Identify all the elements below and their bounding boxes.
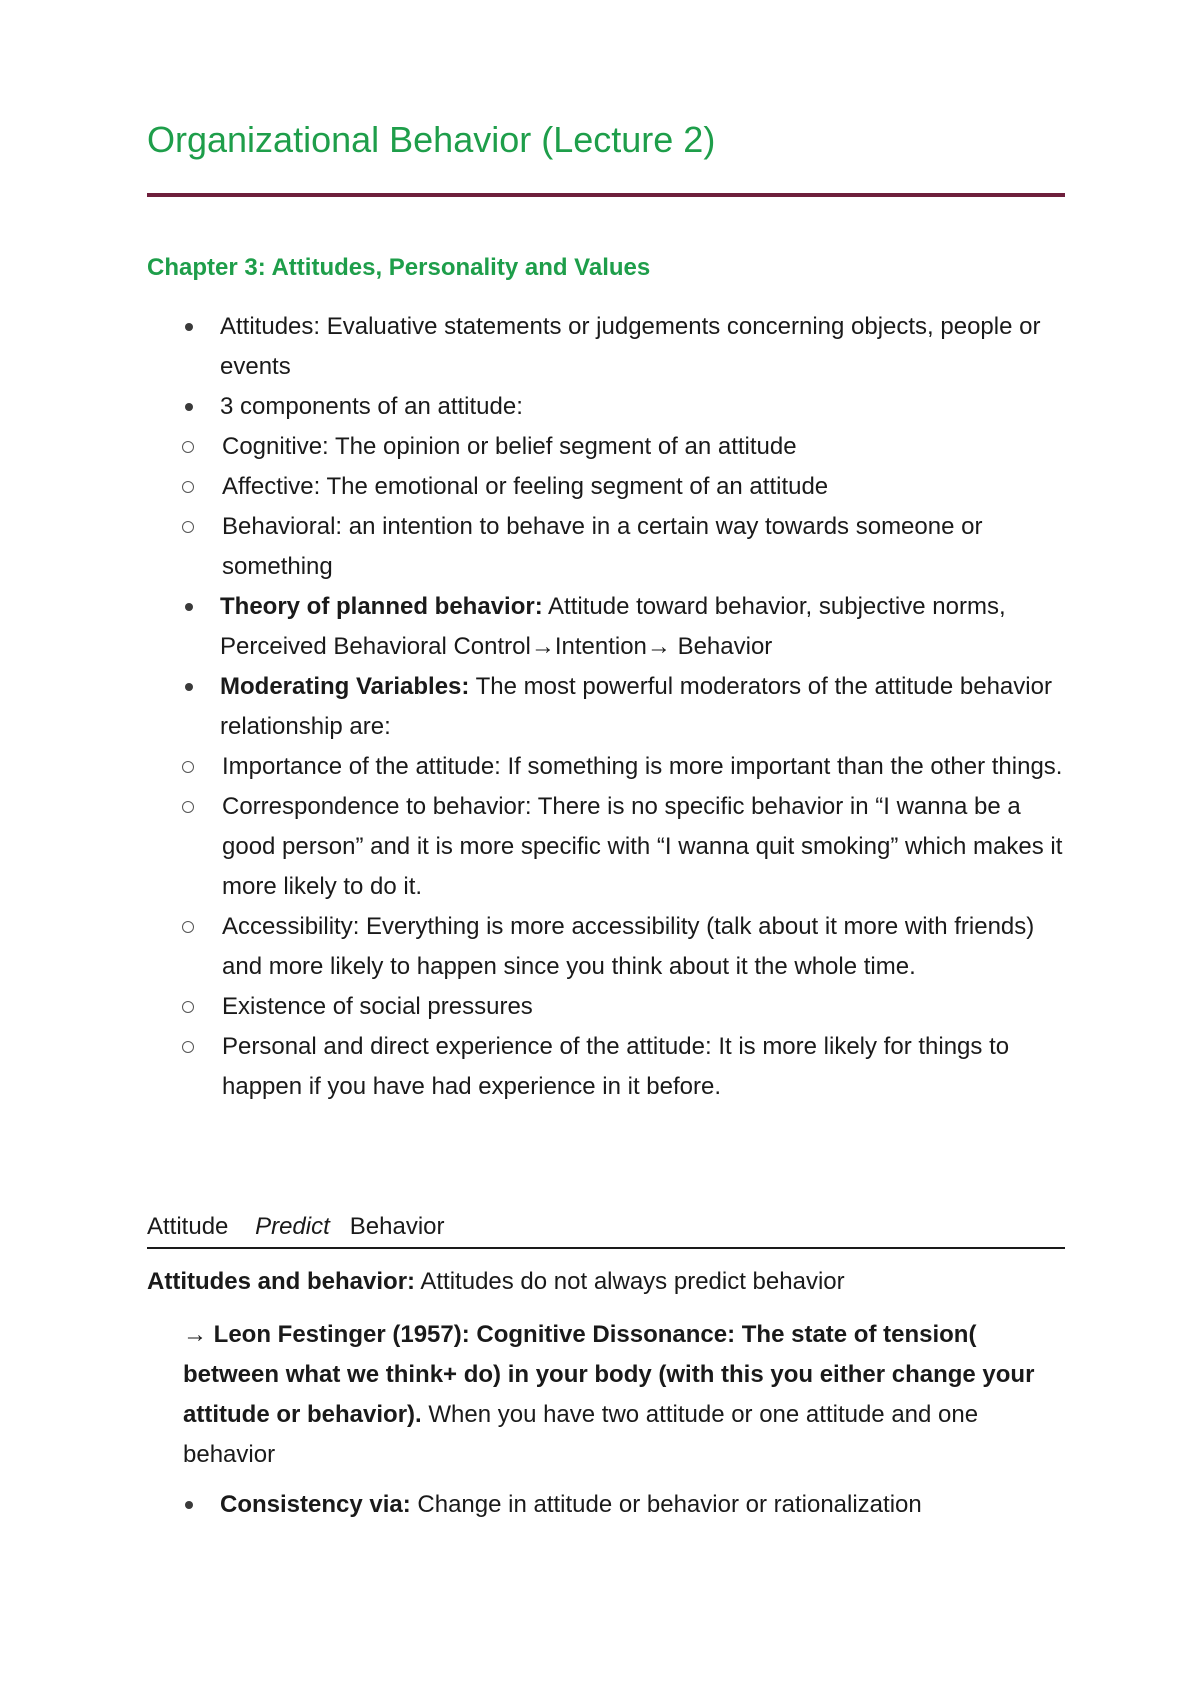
sub-bullet-behavioral: [147, 507, 1077, 587]
sub-bullet-cognitive: [147, 427, 1077, 467]
attitudes-and-behavior-paragraph: [147, 1262, 1077, 1302]
arrow-right-icon: →: [183, 1321, 207, 1348]
sub-bullet-circle: [182, 1041, 194, 1053]
sub-bullet-text: Affective: The emotional or feeling segment of an attitude: [222, 473, 829, 500]
sub-bullet-accessibility: [147, 907, 1077, 987]
bullet-dot: [185, 403, 193, 411]
bullet-dot: [185, 323, 193, 331]
sub-bullet-correspondence: [147, 787, 1077, 907]
arrow-right-icon: →: [530, 633, 555, 660]
predict-left: Attitude: [147, 1213, 229, 1240]
sub-bullet-text: Personal and direct experience of the attitude: It is more likely for things to happen if you have had experience in it before.: [222, 1033, 1010, 1100]
chapter-heading: Chapter 3: Attitudes, Personality and Values: [147, 254, 651, 281]
arrow-right-icon: →: [646, 633, 671, 660]
predict-right: Behavior: [349, 1213, 445, 1240]
title-divider: [147, 193, 1065, 197]
sub-bullet-list: [220, 747, 1077, 1107]
sub-bullet-experience: [147, 1027, 1077, 1107]
sub-bullet-importance: [147, 747, 1077, 787]
festinger-paragraph: [183, 1315, 1063, 1475]
sub-bullet-text: Cognitive: The opinion or belief segment of an attitude: [222, 433, 797, 460]
bullet-text: The most powerful moderators of the attitude behavior relationship are:: [220, 673, 1052, 740]
festinger-bold-text: Leon Festinger (1957): Cognitive Dissonance: The state of tension( between what we think+ do) in your body (with this you either change your attitude or behavior).: [183, 1321, 1035, 1428]
paragraph-label: Attitudes and behavior:: [147, 1268, 416, 1295]
bullet-text: Attitudes: Evaluative statements or judgements concerning objects, people or events: [220, 313, 1041, 380]
sub-bullet-affective: [147, 467, 1077, 507]
bullet-dot: [185, 603, 193, 611]
sub-bullet-text: Correspondence to behavior: There is no specific behavior in “I wanna be a good person” and it is more specific with “I wanna quit smoking” which makes it more likely to do it.: [222, 793, 1063, 900]
sub-bullet-circle: [182, 801, 194, 813]
bullet-label: Moderating Variables:: [220, 673, 470, 700]
sub-bullet-circle: [182, 521, 194, 533]
predict-middle: Predict: [255, 1213, 330, 1240]
attitude-predict-behavior-line: [147, 1207, 1065, 1249]
sub-bullet-circle: [182, 481, 194, 493]
consistency-bullet-list: [147, 1485, 1077, 1525]
festinger-text: When you have two attitude or one attitude and one behavior: [183, 1401, 979, 1468]
sub-bullet-text: Behavioral: an intention to behave in a certain way towards someone or something: [222, 513, 983, 580]
sub-bullet-text: Importance of the attitude: If something is more important than the other things.: [222, 753, 1063, 780]
bullet-text: Intention: [554, 633, 647, 660]
bullet-label: Theory of planned behavior:: [220, 593, 543, 620]
sub-bullet-circle: [182, 1001, 194, 1013]
bullet-text: 3 components of an attitude:: [220, 393, 523, 420]
sub-bullet-text: Existence of social pressures: [222, 993, 533, 1020]
sub-bullet-circle: [182, 441, 194, 453]
page-title: Organizational Behavior (Lecture 2): [147, 119, 716, 160]
bullet-planned-behavior: [147, 587, 1077, 667]
main-bullet-list: [147, 307, 1077, 1107]
bullet-text: Behavior: [670, 633, 773, 660]
sub-bullet-list: [220, 427, 1077, 587]
bullet-moderating-variables: [147, 667, 1077, 1107]
bullet-dot: [185, 683, 193, 691]
bullet-text: Attitude toward behavior, subjective norms, Perceived Behavioral Control: [220, 593, 1006, 660]
paragraph-text: Attitudes do not always predict behavior: [415, 1268, 845, 1295]
bullet-label: Consistency via:: [220, 1491, 411, 1518]
bullet-components: [147, 387, 1077, 587]
sub-bullet-text: Accessibility: Everything is more accessibility (talk about it more with friends) and more likely to happen since you think about it the whole time.: [222, 913, 1035, 980]
sub-bullet-circle: [182, 761, 194, 773]
sub-bullet-circle: [182, 921, 194, 933]
sub-bullet-social-pressures: [147, 987, 1077, 1027]
bullet-attitudes: [147, 307, 1077, 387]
bullet-consistency: [147, 1485, 1077, 1525]
bullet-text: Change in attitude or behavior or rationalization: [410, 1491, 922, 1518]
bullet-dot: [185, 1501, 193, 1509]
